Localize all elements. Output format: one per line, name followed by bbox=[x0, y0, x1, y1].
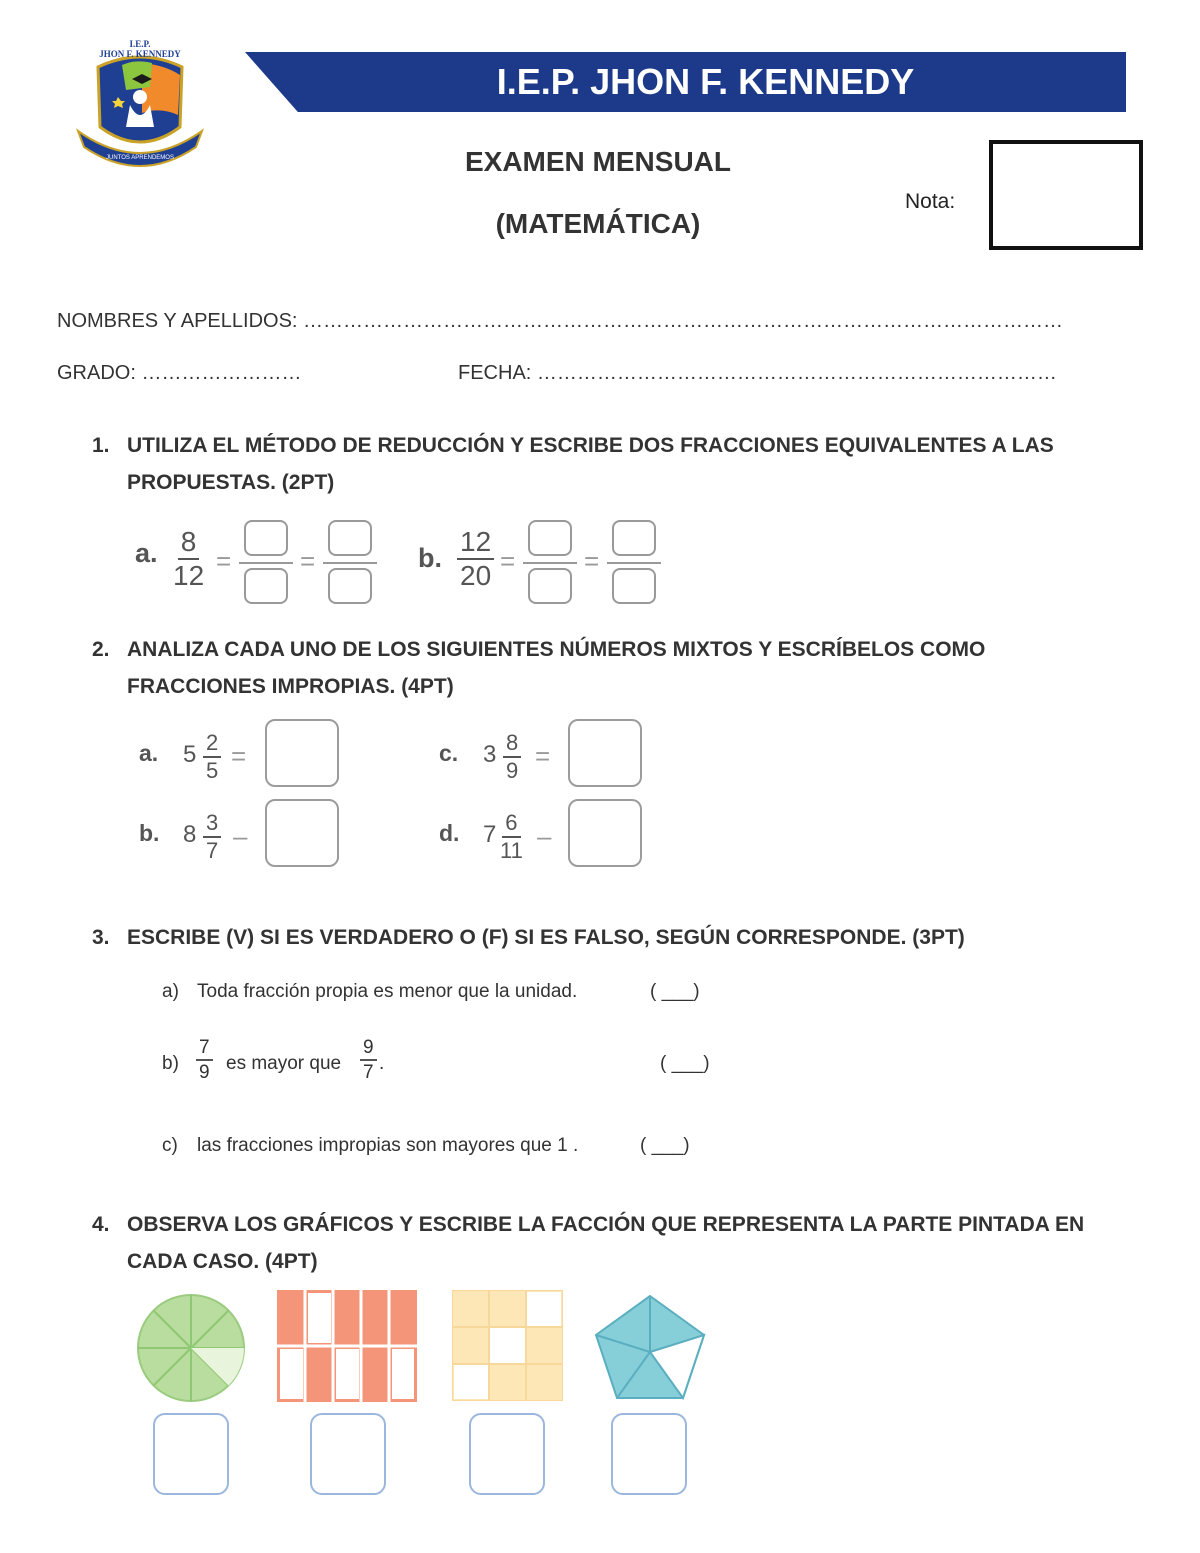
q2-item-b-sign: – bbox=[233, 821, 248, 851]
q3-b-end: . bbox=[379, 1053, 385, 1074]
q3-a-blank[interactable]: ( ___) bbox=[650, 981, 700, 1002]
exam-title: EXAMEN MENSUAL bbox=[464, 146, 731, 177]
q2-item-b-fraction bbox=[203, 812, 221, 862]
q2-item-c-numerator: 8 bbox=[503, 732, 521, 758]
question-2-number: 2. bbox=[92, 638, 110, 661]
q1-item-a-fraction bbox=[173, 528, 204, 590]
q3-a-text: Toda fracción propia es menor que la unidad. bbox=[197, 981, 578, 1002]
logo-text-arc: JHON F. KENNEDY bbox=[99, 49, 181, 59]
q3-c-label: c) bbox=[162, 1135, 178, 1156]
rectangle-fraction-graphic bbox=[277, 1290, 417, 1402]
name-field[interactable]: NOMBRES Y APELLIDOS: …………………………………………………………………………………………………… bbox=[57, 310, 1064, 332]
school-name: I.E.P. JHON F. KENNEDY bbox=[496, 61, 915, 102]
q2-item-c-label: c. bbox=[439, 740, 459, 766]
q2-item-b-whole: 8 bbox=[183, 821, 197, 848]
date-field[interactable]: FECHA: …………………………………………………………………… bbox=[458, 362, 1057, 384]
q2-item-d-sign: – bbox=[537, 821, 552, 851]
q3-b-denominator-2: 7 bbox=[363, 1062, 374, 1083]
q1-a-bar-1 bbox=[239, 562, 293, 564]
nota-box[interactable] bbox=[989, 140, 1143, 250]
question-1-number: 1. bbox=[92, 434, 110, 457]
q4-answer-box-4[interactable] bbox=[611, 1413, 687, 1495]
q2-item-d-numerator: 6 bbox=[502, 812, 520, 838]
q3-c-text: las fracciones impropias son mayores que 1 . bbox=[197, 1135, 579, 1156]
q3-a-label: a) bbox=[162, 981, 179, 1002]
q2-item-a-answer-box[interactable] bbox=[265, 719, 339, 787]
q2-item-c-denominator: 9 bbox=[506, 758, 519, 783]
q3-b-numerator-2: 9 bbox=[360, 1038, 377, 1061]
q1-item-b-label: b. bbox=[418, 543, 442, 573]
q2-item-c-whole: 3 bbox=[483, 741, 497, 768]
logo-text-ribbon: JUNTOS APRENDEMOS bbox=[106, 155, 174, 161]
q2-item-c-sign: = bbox=[535, 741, 551, 771]
q2-item-c-answer-box[interactable] bbox=[568, 719, 642, 787]
q2-item-a-fraction bbox=[203, 732, 221, 782]
q1-a-box-num-1[interactable] bbox=[244, 520, 288, 556]
q1-b-bar-2 bbox=[607, 562, 661, 564]
q2-item-a-numerator: 2 bbox=[203, 732, 221, 758]
q2-item-d-whole: 7 bbox=[483, 821, 497, 848]
question-3-number: 3. bbox=[92, 926, 110, 949]
q1-b-box-den-1[interactable] bbox=[528, 568, 572, 604]
q3-b-fraction-1 bbox=[196, 1038, 213, 1082]
q1-item-a-label: a. bbox=[135, 538, 158, 568]
logo-text-top: I.E.P. bbox=[129, 39, 151, 49]
q1-a-box-den-1[interactable] bbox=[244, 568, 288, 604]
question-3-text: ESCRIBE (V) SI ES VERDADERO O (F) SI ES FALSO, SEGÚN CORRESPONDE. (3PT) bbox=[127, 926, 965, 949]
q3-c-blank[interactable]: ( ___) bbox=[640, 1135, 690, 1156]
q3-b-numerator-1: 7 bbox=[196, 1038, 213, 1061]
q1-b-box-num-2[interactable] bbox=[612, 520, 656, 556]
q2-item-c-fraction bbox=[503, 732, 521, 782]
q4-answer-box-3[interactable] bbox=[469, 1413, 545, 1495]
school-logo bbox=[70, 35, 210, 175]
question-2-text: ANALIZA CADA UNO DE LOS SIGUIENTES NÚMEROS MIXTOS Y ESCRÍBELOS COMO FRACCIONES IMPROPIAS. (4PT) bbox=[127, 638, 986, 698]
q1-b-box-den-2[interactable] bbox=[612, 568, 656, 604]
q2-item-a-denominator: 5 bbox=[206, 758, 219, 783]
q1-item-b-denominator: 20 bbox=[460, 560, 492, 591]
question-1-text: UTILIZA EL MÉTODO DE REDUCCIÓN Y ESCRIBE DOS FRACCIONES EQUIVALENTES A LAS PROPUESTAS. (2PT) bbox=[127, 434, 1054, 494]
q1-item-b-eq-1: = bbox=[500, 546, 516, 576]
q3-b-fraction-2 bbox=[360, 1038, 377, 1082]
grid-fraction-graphic bbox=[452, 1290, 563, 1401]
q2-item-d-fraction bbox=[500, 812, 523, 862]
q3-b-label: b) bbox=[162, 1053, 179, 1074]
q1-item-a-eq-2: = bbox=[300, 546, 316, 576]
q2-item-d-denominator: 11 bbox=[500, 838, 523, 863]
q1-a-box-den-2[interactable] bbox=[328, 568, 372, 604]
q2-item-a-label: a. bbox=[139, 740, 159, 766]
q1-a-box-num-2[interactable] bbox=[328, 520, 372, 556]
q1-item-a-denominator: 12 bbox=[173, 560, 205, 591]
circle-fraction-graphic bbox=[136, 1293, 246, 1403]
question-4-text: OBSERVA LOS GRÁFICOS Y ESCRIBE LA FACCIÓN QUE REPRESENTA LA PARTE PINTADA EN CADA CASO. (4PT) bbox=[127, 1213, 1085, 1273]
q2-item-a-sign: = bbox=[231, 741, 247, 771]
q2-item-b-label: b. bbox=[139, 820, 160, 846]
grade-field[interactable]: GRADO: …………………… bbox=[57, 362, 302, 384]
q2-item-b-answer-box[interactable] bbox=[265, 799, 339, 867]
q4-answer-box-2[interactable] bbox=[310, 1413, 386, 1495]
q2-item-d-label: d. bbox=[439, 820, 460, 846]
q1-item-b-fraction bbox=[457, 528, 494, 590]
q1-item-a-eq-1: = bbox=[216, 546, 232, 576]
q2-item-b-numerator: 3 bbox=[203, 812, 221, 838]
q1-b-bar-1 bbox=[523, 562, 577, 564]
q1-b-box-num-1[interactable] bbox=[528, 520, 572, 556]
pentagon-fraction-graphic bbox=[594, 1294, 706, 1400]
q1-item-b-numerator: 12 bbox=[457, 528, 494, 560]
q1-item-b-eq-2: = bbox=[584, 546, 600, 576]
nota-label: Nota: bbox=[905, 190, 956, 213]
q2-item-b-denominator: 7 bbox=[206, 838, 219, 863]
q2-item-d-answer-box[interactable] bbox=[568, 799, 642, 867]
q1-a-bar-2 bbox=[323, 562, 377, 564]
exam-subject: (MATEMÁTICA) bbox=[495, 208, 701, 239]
q4-answer-box-1[interactable] bbox=[153, 1413, 229, 1495]
q1-item-a-numerator: 8 bbox=[178, 528, 200, 560]
q3-b-denominator-1: 9 bbox=[199, 1062, 210, 1083]
q3-b-blank[interactable]: ( ___) bbox=[660, 1053, 710, 1074]
q2-item-a-whole: 5 bbox=[183, 741, 197, 768]
question-4-number: 4. bbox=[92, 1213, 110, 1236]
q3-b-text: es mayor que bbox=[226, 1053, 342, 1074]
